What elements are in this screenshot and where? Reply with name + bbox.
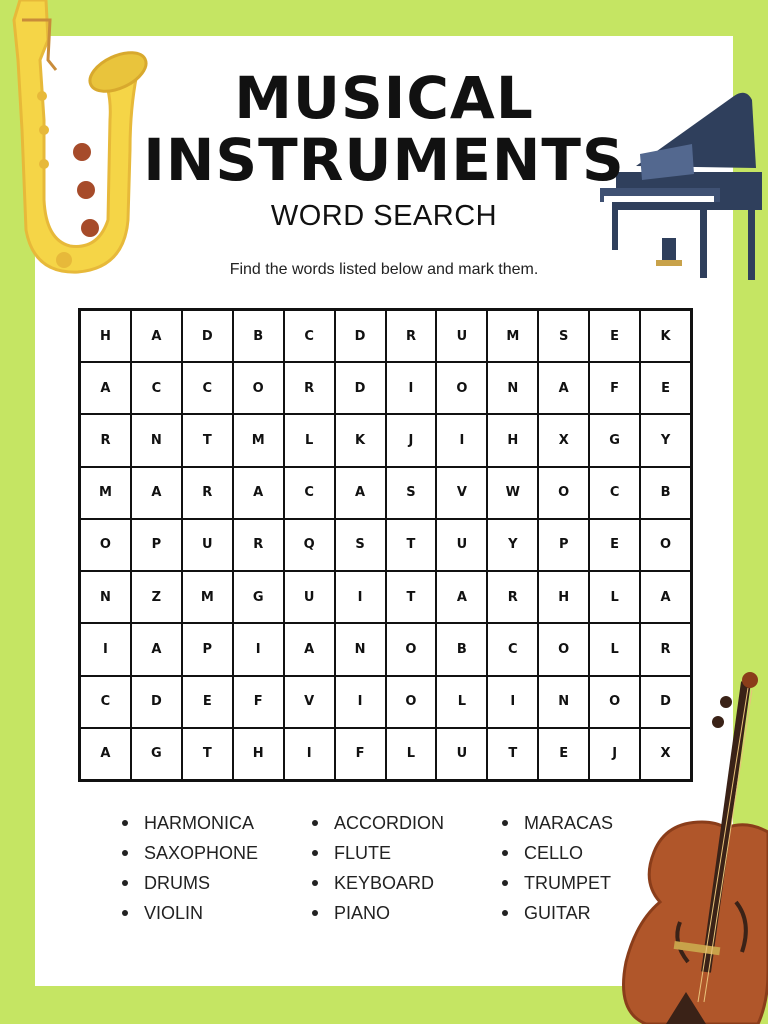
word-label: SAXOPHONE xyxy=(144,842,259,863)
grid-cell[interactable]: I xyxy=(285,729,334,779)
bullet-icon xyxy=(312,820,318,826)
word-list-item xyxy=(312,902,502,924)
grid-cell[interactable]: R xyxy=(387,311,436,361)
grid-cell[interactable]: L xyxy=(387,729,436,779)
grid-cell[interactable]: F xyxy=(336,729,385,779)
word-list-item xyxy=(312,842,502,864)
grid-cell[interactable]: O xyxy=(234,363,283,413)
word-label: PIANO xyxy=(334,902,391,923)
grid-cell[interactable]: A xyxy=(234,468,283,518)
grid-cell[interactable]: U xyxy=(437,520,486,570)
word-list-item xyxy=(122,842,312,864)
grid-cell[interactable]: T xyxy=(183,415,232,465)
grid-cell[interactable]: L xyxy=(285,415,334,465)
grid-cell[interactable]: A xyxy=(285,624,334,674)
grid-cell[interactable]: A xyxy=(336,468,385,518)
grid-cell[interactable]: J xyxy=(590,729,639,779)
bullet-icon xyxy=(122,910,128,916)
grid-cell[interactable]: T xyxy=(387,572,436,622)
grid-cell[interactable]: Z xyxy=(132,572,181,622)
grid-cell[interactable]: R xyxy=(641,624,690,674)
grid-cell[interactable]: E xyxy=(183,677,232,727)
grid-cell[interactable]: D xyxy=(336,363,385,413)
word-label: TRUMPET xyxy=(524,872,611,893)
grid-cell[interactable]: V xyxy=(437,468,486,518)
bullet-icon xyxy=(312,850,318,856)
grid-cell[interactable]: E xyxy=(539,729,588,779)
grid-cell[interactable]: M xyxy=(81,468,130,518)
grid-cell[interactable]: H xyxy=(539,572,588,622)
grid-cell[interactable]: A xyxy=(539,363,588,413)
grid-cell[interactable]: N xyxy=(336,624,385,674)
grid-cell[interactable]: U xyxy=(437,729,486,779)
grid-cell[interactable]: O xyxy=(387,677,436,727)
grid-cell[interactable]: N xyxy=(132,415,181,465)
word-list xyxy=(122,812,642,924)
grid-cell[interactable]: K xyxy=(336,415,385,465)
bullet-icon xyxy=(312,880,318,886)
word-list-item xyxy=(502,842,642,864)
word-label: DRUMS xyxy=(144,872,210,893)
grid-cell[interactable]: Y xyxy=(641,415,690,465)
bullet-icon xyxy=(122,880,128,886)
grid-cell[interactable]: R xyxy=(81,415,130,465)
grid-cell[interactable]: C xyxy=(285,311,334,361)
word-search-grid xyxy=(78,308,693,782)
page-title-line2: INSTRUMENTS xyxy=(143,126,625,194)
grid-cell[interactable]: J xyxy=(387,415,436,465)
grid-cell[interactable]: A xyxy=(132,468,181,518)
grid-cell[interactable]: R xyxy=(183,468,232,518)
grid-cell[interactable]: B xyxy=(641,468,690,518)
word-label: ACCORDION xyxy=(334,812,445,833)
word-list-item xyxy=(312,812,502,834)
grid-cell[interactable]: B xyxy=(437,624,486,674)
grid-cell[interactable]: H xyxy=(81,311,130,361)
grid-cell[interactable]: M xyxy=(234,415,283,465)
grid-cell[interactable]: G xyxy=(234,572,283,622)
grid-cell[interactable]: A xyxy=(132,624,181,674)
grid-cell[interactable]: P xyxy=(539,520,588,570)
grid-cell[interactable]: O xyxy=(437,363,486,413)
grid-cell[interactable]: F xyxy=(590,363,639,413)
word-label: CELLO xyxy=(524,842,584,863)
word-list-item xyxy=(122,872,312,894)
grid-cell[interactable]: R xyxy=(234,520,283,570)
bullet-icon xyxy=(312,910,318,916)
grid-cell[interactable]: D xyxy=(183,311,232,361)
grid-cell[interactable]: C xyxy=(590,468,639,518)
grid-cell[interactable]: S xyxy=(387,468,436,518)
grid-cell[interactable]: O xyxy=(539,624,588,674)
bullet-icon xyxy=(502,850,508,856)
grid-cell[interactable]: U xyxy=(285,572,334,622)
subtitle: WORD SEARCH xyxy=(270,200,498,232)
word-label: VIOLIN xyxy=(144,902,204,923)
word-label: GUITAR xyxy=(524,902,591,923)
grid-cell[interactable]: N xyxy=(539,677,588,727)
word-list-item xyxy=(122,902,312,924)
grid-cell[interactable]: C xyxy=(183,363,232,413)
word-list-item xyxy=(312,872,502,894)
word-label: HARMONICA xyxy=(144,812,255,833)
grid-cell[interactable]: C xyxy=(132,363,181,413)
grid-cell[interactable]: A xyxy=(641,572,690,622)
grid-cell[interactable]: O xyxy=(590,677,639,727)
grid-cell[interactable]: I xyxy=(488,677,537,727)
grid-cell[interactable]: T xyxy=(387,520,436,570)
bullet-icon xyxy=(122,820,128,826)
grid-cell[interactable]: A xyxy=(437,572,486,622)
grid-cell[interactable]: G xyxy=(590,415,639,465)
grid-cell[interactable]: V xyxy=(285,677,334,727)
grid-cell[interactable]: T xyxy=(488,729,537,779)
grid-cell[interactable]: M xyxy=(488,311,537,361)
grid-cell[interactable]: H xyxy=(234,729,283,779)
grid-cell[interactable]: U xyxy=(437,311,486,361)
grid-cell[interactable]: A xyxy=(132,311,181,361)
grid-cell[interactable]: O xyxy=(81,520,130,570)
grid-cell[interactable]: P xyxy=(183,624,232,674)
grid-cell[interactable]: R xyxy=(285,363,334,413)
word-list-item xyxy=(502,902,642,924)
bullet-icon xyxy=(122,850,128,856)
grid-cell[interactable]: K xyxy=(641,311,690,361)
grid-cell[interactable]: D xyxy=(336,311,385,361)
word-list-item xyxy=(502,872,642,894)
grid-cell[interactable]: N xyxy=(81,572,130,622)
grid-cell[interactable]: D xyxy=(641,677,690,727)
grid-cell[interactable]: I xyxy=(437,415,486,465)
grid-cell[interactable]: O xyxy=(539,468,588,518)
grid-cell[interactable]: C xyxy=(488,624,537,674)
grid-cell[interactable]: S xyxy=(336,520,385,570)
grid-cell[interactable]: U xyxy=(183,520,232,570)
grid-cell[interactable]: O xyxy=(641,520,690,570)
grid-cell[interactable]: F xyxy=(234,677,283,727)
grid-cell[interactable]: L xyxy=(590,624,639,674)
grid-cell[interactable]: A xyxy=(81,729,130,779)
page-title-line1: MUSICAL xyxy=(234,64,534,132)
word-list-item xyxy=(122,812,312,834)
grid-cell[interactable]: Y xyxy=(488,520,537,570)
grid-cell[interactable]: I xyxy=(234,624,283,674)
word-label: FLUTE xyxy=(334,842,392,863)
grid-cell[interactable]: X xyxy=(641,729,690,779)
word-label: KEYBOARD xyxy=(334,872,435,893)
grid-cell[interactable]: E xyxy=(641,363,690,413)
grid-cell[interactable]: E xyxy=(590,520,639,570)
grid-cell[interactable]: L xyxy=(590,572,639,622)
grid-cell[interactable]: E xyxy=(590,311,639,361)
grid-cell[interactable]: R xyxy=(488,572,537,622)
grid-cell[interactable]: G xyxy=(132,729,181,779)
grid-cell[interactable]: D xyxy=(132,677,181,727)
bullet-icon xyxy=(502,820,508,826)
instructions: Find the words listed below and mark them. xyxy=(229,261,539,278)
grid-cell[interactable]: N xyxy=(488,363,537,413)
grid-cell[interactable]: I xyxy=(81,624,130,674)
grid-cell[interactable]: M xyxy=(183,572,232,622)
grid-cell[interactable]: Q xyxy=(285,520,334,570)
grid-cell[interactable]: T xyxy=(183,729,232,779)
grid-cell[interactable]: H xyxy=(488,415,537,465)
grid-cell[interactable]: C xyxy=(285,468,334,518)
grid-cell[interactable]: B xyxy=(234,311,283,361)
grid-cell[interactable]: C xyxy=(81,677,130,727)
grid-cell[interactable]: W xyxy=(488,468,537,518)
grid-cell[interactable]: P xyxy=(132,520,181,570)
bullet-icon xyxy=(502,880,508,886)
grid-cell[interactable]: S xyxy=(539,311,588,361)
word-label: MARACAS xyxy=(524,812,614,833)
grid-cell[interactable]: I xyxy=(336,677,385,727)
grid-cell[interactable]: O xyxy=(387,624,436,674)
grid-cell[interactable]: I xyxy=(387,363,436,413)
bullet-icon xyxy=(502,910,508,916)
word-list-item xyxy=(502,812,642,834)
grid-cell[interactable]: L xyxy=(437,677,486,727)
grid-cell[interactable]: A xyxy=(81,363,130,413)
grid-cell[interactable]: X xyxy=(539,415,588,465)
grid-cell[interactable]: I xyxy=(336,572,385,622)
